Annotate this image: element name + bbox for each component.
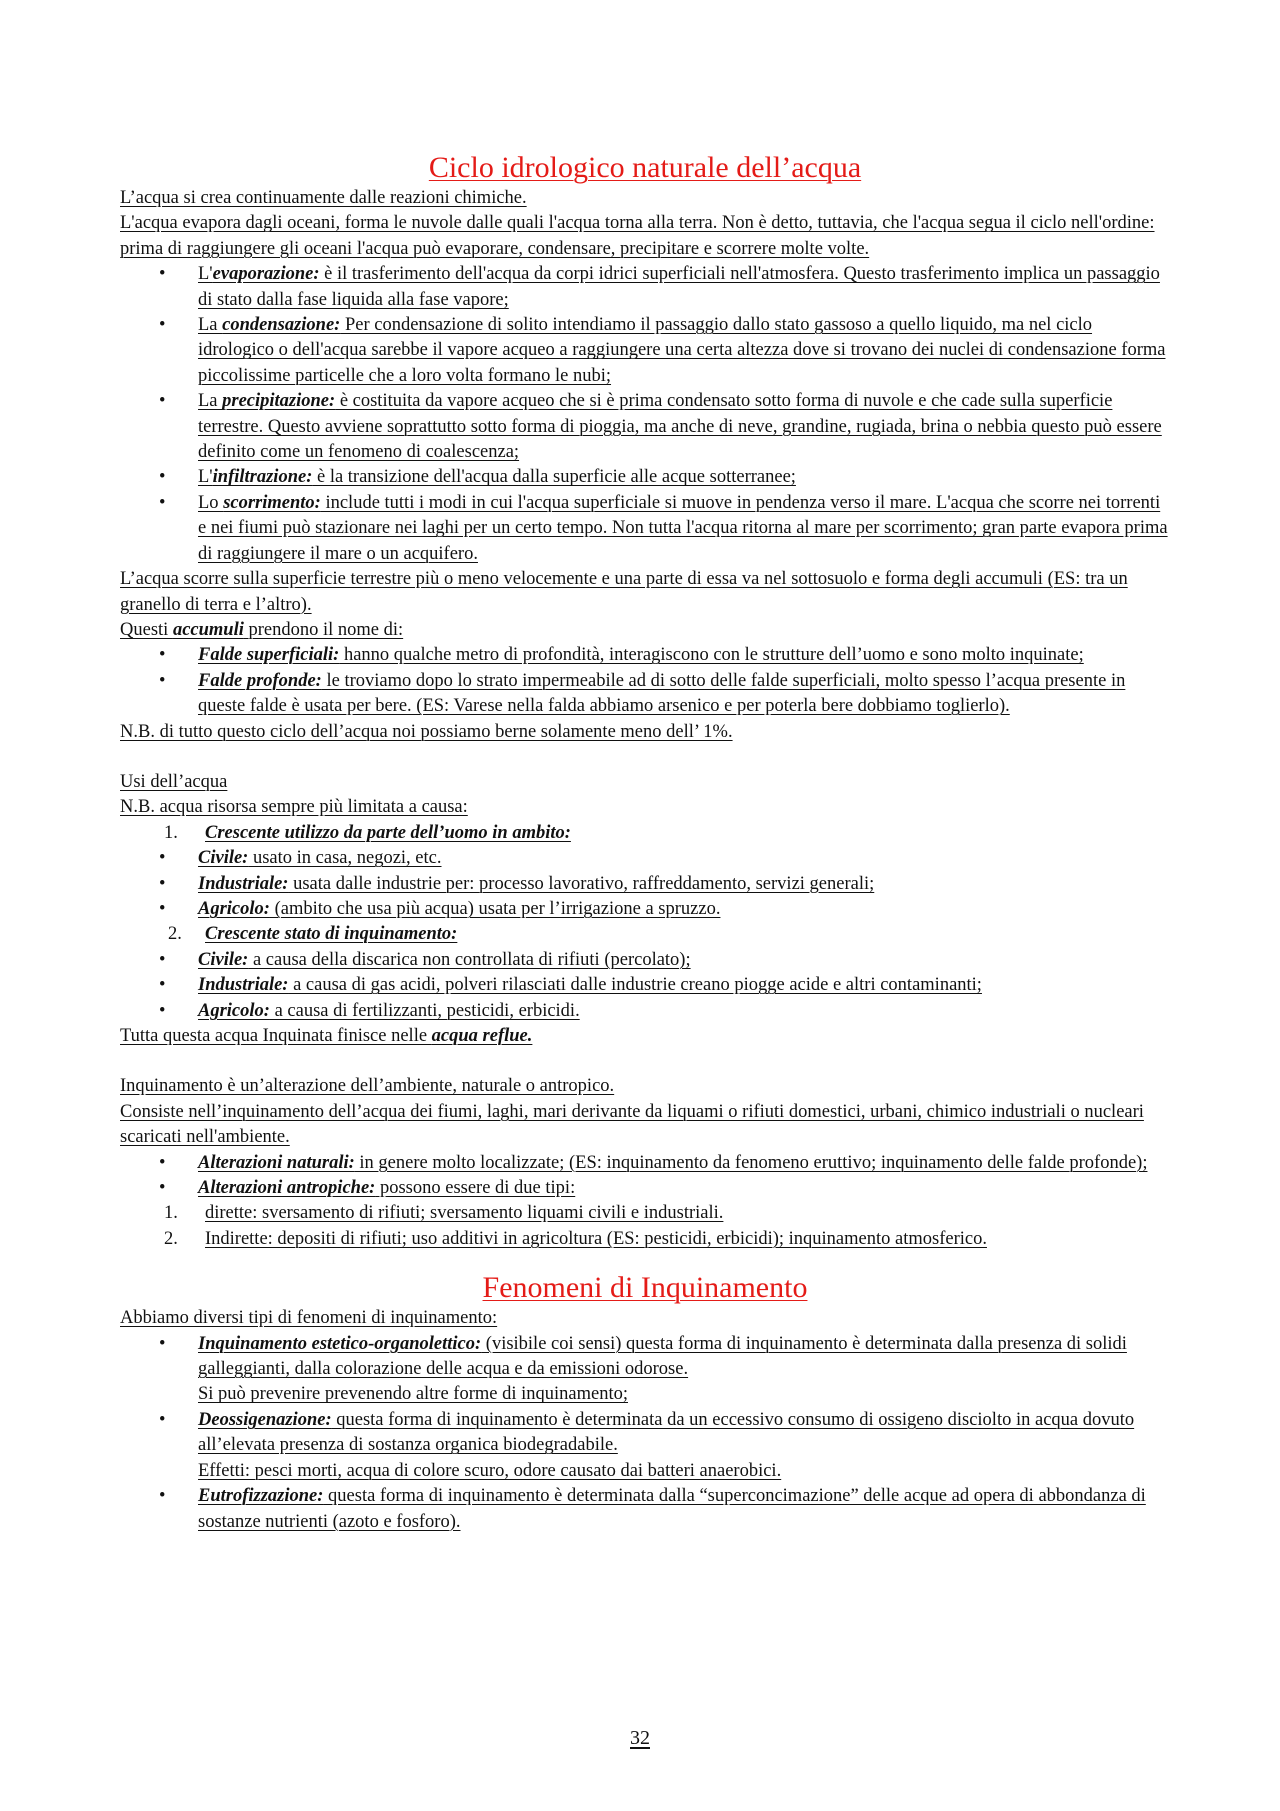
list-item: • Agricolo: a causa di fertilizzanti, pesticidi, erbicidi.: [120, 999, 1170, 1024]
list-item: • L'evaporazione: è il trasferimento dell'acqua da corpi idrici superficiali nell'atmosfera. Questo trasferimento implica un passaggio di stato dalla fase liquida alla fase vapore;: [120, 262, 1170, 313]
fenomeni-intro: Abbiamo diversi tipi di fenomeni di inquinamento:: [120, 1308, 498, 1329]
scorrimento-paragraph: L’acqua scorre sulla superficie terrestre più o meno velocemente e una parte di essa va nel sottosuolo e forma degli accumuli (ES: tra un granello di terra e l’altro).: [120, 569, 1128, 615]
inquinamento-consiste: Consiste nell’inquinamento dell’acqua dei fiumi, laghi, mari derivante da liquami o rifiuti domestici, urbani, chimico industriali o nucleari scaricati nell'ambiente.: [120, 1101, 1144, 1148]
list-item: • Industriale: a causa di gas acidi, polveri rilasciati dalle industrie creano piogge acide e altri contaminanti;: [120, 973, 1170, 998]
list-item: • Falde superficiali: hanno qualche metro di profondità, interagiscono con le strutture dell’uomo e sono molto inquinate;: [120, 643, 1170, 668]
list-item: • Inquinamento estetico-organolettico: (visibile coi sensi) questa forma di inquinamento è determinata dalla presenza di solidi galleggianti, dalla colorazione delle acqua e da emissioni odorose. Si può prevenire prevenendo altre forme di inquinamento;: [120, 1332, 1170, 1408]
document-page: [120, 150, 1170, 1535]
list-item: • Industriale: usata dalle industrie per: processo lavorativo, raffreddamento, servizi generali;: [120, 872, 1170, 897]
numbered-heading: 1. Crescente utilizzo da parte dell’uomo in ambito:: [164, 822, 571, 843]
reflue-paragraph: Tutta questa acqua Inquinata finisce nelle acqua reflue.: [120, 1026, 533, 1046]
nota-bene: N.B. di tutto questo ciclo dell’acqua noi possiamo berne solamente meno dell’ 1%.: [120, 721, 733, 742]
antropiche-list: [120, 1201, 1170, 1252]
page-number: 32: [630, 1727, 650, 1749]
usi-group-1: [120, 821, 1170, 923]
list-item: • La precipitazione: è costituita da vapore acqueo che si è prima condensato sotto forma di nuvole e che cade sulla superficie terrestre. Questo avviene soprattutto sotto forma di pioggia, ma anche di neve, grandine, rugiada, brina o nebbia questo può essere definito come un fenomeno di coalescenza;: [120, 389, 1170, 465]
section-title-ciclo: Ciclo idrologico naturale dell’acqua: [428, 151, 862, 184]
list-item: • Alterazioni antropiche: possono essere di due tipi:: [120, 1176, 1170, 1201]
falde-list: [120, 643, 1170, 719]
usi-title: Usi dell’acqua: [120, 771, 228, 792]
list-item: 2. Indirette: depositi di rifiuti; uso additivi in agricoltura (ES: pesticidi, erbicidi); inquinamento atmosferico.: [164, 1228, 987, 1249]
list-item: • La condensazione: Per condensazione di solito intendiamo il passaggio dallo stato gassoso a quello liquido, ma nel ciclo idrologico o dell'acqua sarebbe il vapore acqueo a raggiungere una certa altezza dove si trovano dei nuclei di condensazione forma piccolissime particelle che a loro volta formano le nubi;: [120, 313, 1170, 389]
list-item: • Civile: a causa della discarica non controllata di rifiuti (percolato);: [120, 948, 1170, 973]
list-item: • Lo scorrimento: include tutti i modi in cui l'acqua superficiale si muove in pendenza verso il mare. L'acqua che scorre nei torrenti e nei fiumi può stazionare nei laghi per un certo tempo. Non tutta l'acqua ritorna al mare per scorrimento; gran parte evapora prima di raggiungere il mare o un acquifero.: [120, 491, 1170, 567]
list-item: • Agricolo: (ambito che usa più acqua) usata per l’irrigazione a spruzzo.: [120, 897, 1170, 922]
cycle-list: [120, 262, 1170, 567]
list-item: • L'infiltrazione: è la transizione dell'acqua dalla superficie alle acque sotterranee;: [120, 465, 1170, 490]
usi-nota-bene: N.B. acqua risorsa sempre più limitata a causa:: [120, 797, 468, 818]
usi-group-2: [120, 922, 1170, 1024]
fenomeni-list: [120, 1332, 1170, 1535]
section-title-fenomeni: Fenomeni di Inquinamento: [482, 1271, 808, 1305]
inquinamento-definition: Inquinamento è un’alterazione dell’ambiente, naturale o antropico.: [120, 1076, 615, 1097]
intro-paragraph-2: L'acqua evapora dagli oceani, forma le nuvole dalle quali l'acqua torna alla terra. Non è detto, tuttavia, che l'acqua segua il ciclo nell'ordine: prima di raggiungere gli oceani l'acqua può evaporare, condensare, precipitare e scorrere molte volte.: [120, 213, 1155, 259]
intro-paragraph-1: L’acqua si crea continuamente dalle reazioni chimiche.: [120, 188, 527, 208]
list-item: • Civile: usato in casa, negozi, etc.: [120, 846, 1170, 871]
numbered-heading: 2. Crescente stato di inquinamento:: [168, 924, 458, 945]
list-item: • Deossigenazione: questa forma di inquinamento è determinata da un eccessivo consumo di ossigeno disciolto in acqua dovuto all’elevata presenza di sostanza organica biodegradabile. Effetti: pesci morti, acqua di colore scuro, odore causato dai batteri anaerobici.: [120, 1408, 1170, 1484]
list-item: • Alterazioni naturali: in genere molto localizzate; (ES: inquinamento da fenomeno eruttivo; inquinamento delle falde profonde);: [120, 1151, 1170, 1176]
alterazioni-list: [120, 1151, 1170, 1202]
list-item: • Eutrofizzazione: questa forma di inquinamento è determinata dalla “superconcimazione” delle acque ad opera di abbondanza di sostanze nutrienti (azoto e fosforo).: [120, 1484, 1170, 1535]
accumuli-paragraph: Questi accumuli prendono il nome di:: [120, 619, 404, 640]
list-item: 1. dirette: sversamento di rifiuti; sversamento liquami civili e industriali.: [164, 1203, 724, 1224]
list-item: • Falde profonde: le troviamo dopo lo strato impermeabile ad di sotto delle falde superficiali, molto spesso l’acqua presente in queste falde è usata per bere. (ES: Varese nella falda abbiamo arsenico e per poterla bere dobbiamo toglierlo).: [120, 669, 1170, 720]
